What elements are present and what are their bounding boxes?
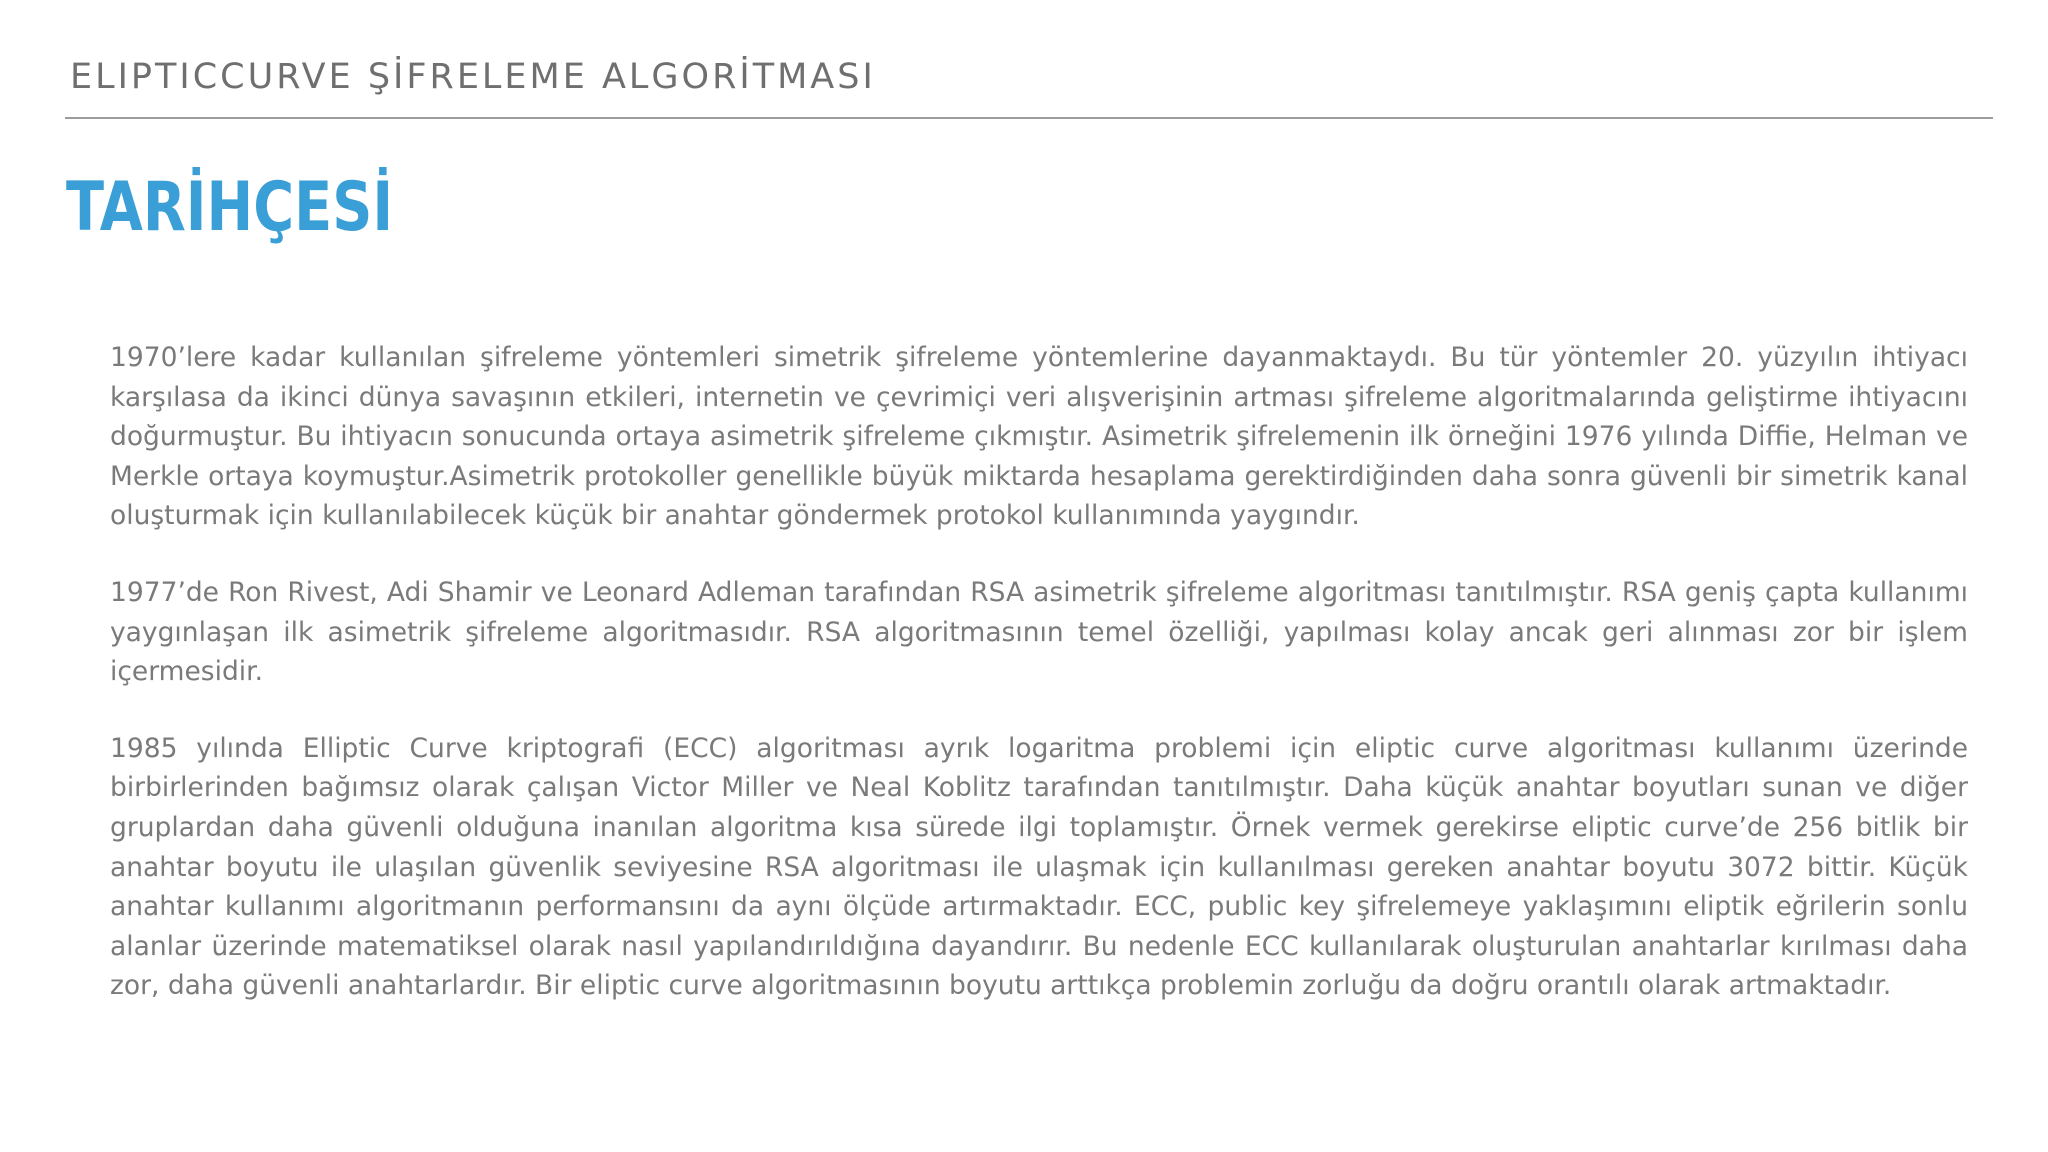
paragraph-rsa-1977: 1977’de Ron Rivest, Adi Shamir ve Leonard Adleman tarafından RSA asimetrik şifreleme algoritması tanıtılmıştır. RSA geniş çapta kullanımı yaygınlaşan ilk asimetrik şifreleme algoritmasıdır. RSA algoritmasının temel özelliği, yapılması kolay ancak geri alınması zor bir işlem içermesidir.	[110, 576, 1968, 688]
header-divider	[65, 117, 1993, 119]
section-title: TARİHÇESİ	[66, 168, 394, 247]
paragraph-1970s-history: 1970’lere kadar kullanılan şifreleme yöntemleri simetrik şifreleme yöntemlerine dayanmaktaydı. Bu tür yöntemler 20. yüzyılın ihtiyacı karşılasa da ikinci dünya savaşının etkileri, internetin ve çevrimiçi veri alışverişinin artması şifreleme algoritmalarında geliştirme ihtiyacını doğurmuştur. Bu ihtiyacın sonucunda ortaya asimetrik şifreleme çıkmıştır. Asimetrik şifrelemenin ilk örneğini 1976 yılında Diffie, Helman ve Merkle ortaya koymuştur.Asimetrik protokoller genellikle büyük miktarda hesaplama gerektirdiğinden daha sonra güvenli bir simetrik kanal oluşturmak için kullanılabilecek küçük bir anahtar göndermek protokol kullanımında yaygındır.	[110, 342, 1968, 532]
paragraph-ecc-1985: 1985 yılında Elliptic Curve kriptografi (ECC) algoritması ayrık logaritma problemi için eliptic curve algoritması kullanımı üzerinde birbirlerinden bağımsız olarak çalışan Victor Miller ve Neal Koblitz tarafından tanıtılmıştır. Daha küçük anahtar boyutları sunan ve diğer gruplardan daha güvenli olduğuna inanılan algoritma kısa sürede ilgi toplamıştır. Örnek vermek gerekirse eliptic curve’de 256 bitlik bir anahtar boyutu ile ulaşılan güvenlik seviyesine RSA algoritması ile ulaşmak için kullanılması gereken anahtar boyutu 3072 bittir. Küçük anahtar kullanımı algoritmanın performansını da aynı ölçüde artırmaktadır. ECC, public key şifrelemeye yaklaşımını eliptik eğrilerin sonlu alanlar üzerinde matematiksel olarak nasıl yapılandırıldığına dayandırır. Bu nedenle ECC kullanılarak oluşturulan anahtarlar kırılması daha zor, daha güvenli anahtarlardır. Bir eliptic curve algoritmasının boyutu arttıkça problemin zorluğu da doğru orantılı olarak artmaktadır.	[110, 732, 1968, 1002]
slide-body	[110, 338, 1968, 1043]
header-title: ELIPTICCURVE ŞİFRELEME ALGORİTMASI	[70, 57, 876, 97]
